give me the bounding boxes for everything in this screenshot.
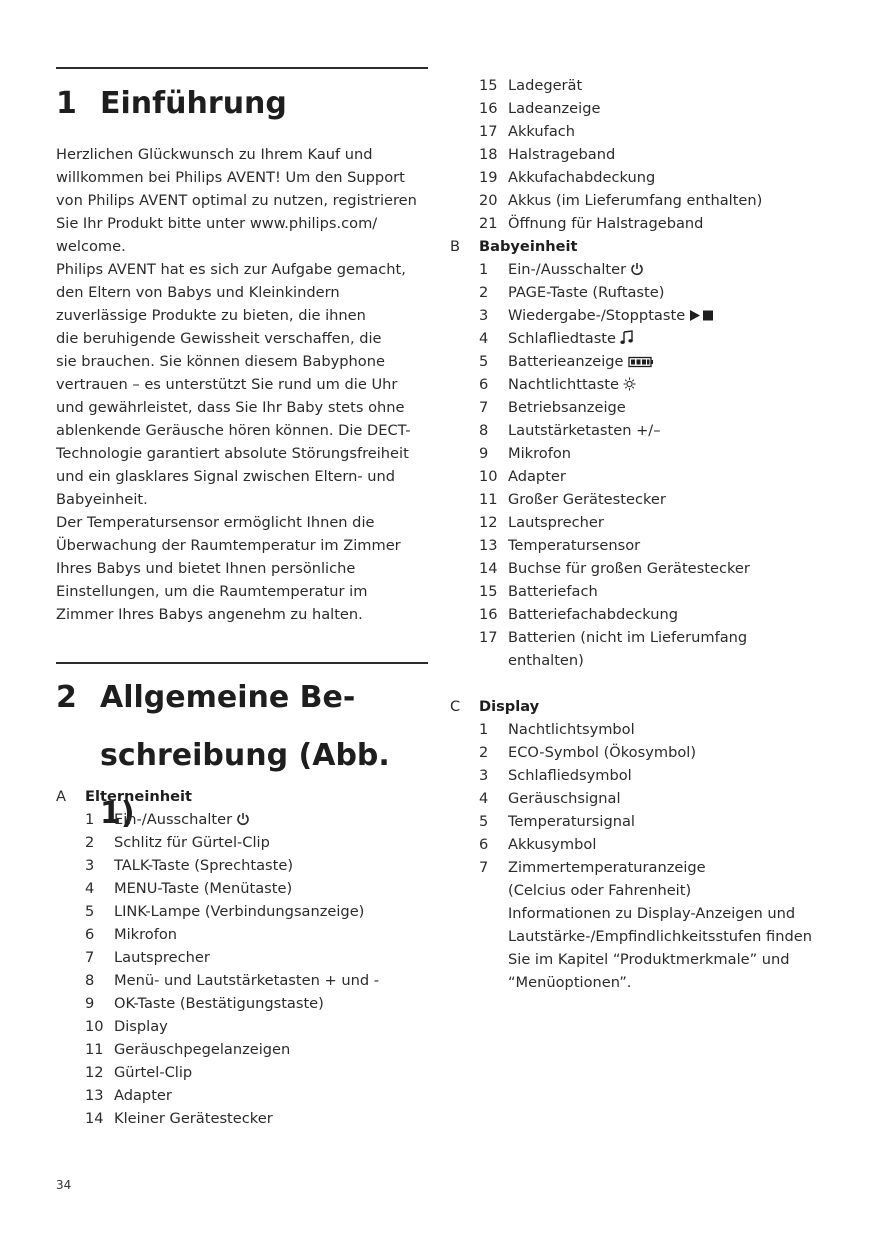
item-number: 5	[479, 813, 489, 830]
section-a-header	[56, 785, 428, 808]
item-number: 16	[479, 606, 498, 623]
item-label: Schlafliedtaste	[508, 330, 616, 347]
section-2-rule	[56, 662, 428, 664]
list-item	[450, 718, 830, 741]
item-text: Großer Gerätestecker	[508, 491, 666, 508]
item-number: 5	[479, 353, 489, 370]
list-item	[450, 258, 830, 281]
item-text: Batteriefachabdeckung	[508, 606, 679, 623]
list-item	[450, 166, 830, 189]
item-number: 7	[85, 949, 95, 966]
intro-paragraph-3: Der Temperatursensor ermöglicht Ihnen die Überwachung der Raumtemperatur im Zimmer Ihres Babys und bietet Ihnen persönliche Einstellungen, um die Raumtemperatur im Zimmer Ihres Babys angenehm zu halten.	[56, 514, 401, 623]
item-text: Öffnung für Halstrageband	[508, 215, 704, 232]
item-number: 14	[479, 560, 498, 577]
item-text: Adapter	[508, 468, 566, 485]
item-text: Kleiner Gerätestecker	[114, 1110, 273, 1127]
list-item	[450, 603, 830, 626]
section-b-title: Babyeinheit	[479, 238, 578, 255]
item-text	[508, 327, 830, 350]
item-number: 14	[85, 1110, 104, 1127]
list-item	[56, 1107, 428, 1130]
item-text: Akkufach	[508, 123, 576, 140]
section-2-title-line-1: Allgemeine Be-	[100, 680, 356, 715]
item-text: Lautsprecher	[508, 514, 604, 531]
item-text: Akkufachabdeckung	[508, 169, 656, 186]
section-spacer	[450, 672, 830, 695]
section-1-rule	[56, 67, 428, 69]
item-text: Akkus (im Lieferumfang enthalten)	[508, 192, 763, 209]
list-item	[450, 833, 830, 856]
list-item	[450, 327, 830, 350]
item-number: 13	[479, 537, 498, 554]
list-item	[56, 877, 428, 900]
list-item	[450, 97, 830, 120]
item-number: 11	[479, 491, 498, 508]
list-item	[56, 854, 428, 877]
item-text: Batteriefach	[508, 583, 598, 600]
item-number: 15	[479, 77, 498, 94]
item-text: Lautstärketasten +/–	[508, 422, 661, 439]
section-2-number: 2	[56, 680, 77, 715]
list-item	[450, 465, 830, 488]
item-text: Buchse für großen Gerätestecker	[508, 560, 750, 577]
list-item	[56, 1015, 428, 1038]
item-number: 8	[85, 972, 95, 989]
section-1-heading	[56, 75, 430, 133]
music-note-icon	[620, 330, 634, 345]
section-a-continued	[450, 74, 830, 994]
item-number: 3	[479, 767, 489, 784]
item-number: 20	[479, 192, 498, 209]
item-number: 4	[85, 880, 95, 897]
item-number: 3	[85, 857, 95, 874]
section-a-elterneinheit	[56, 785, 428, 1130]
item-text: ECO-Symbol (Ökosymbol)	[508, 744, 697, 761]
list-item	[56, 1038, 428, 1061]
item-number: 6	[85, 926, 95, 943]
item-number: 2	[479, 744, 489, 761]
list-item	[56, 831, 428, 854]
item-text: Betriebsanzeige	[508, 399, 626, 416]
list-item	[450, 626, 830, 672]
item-number: 15	[479, 583, 498, 600]
item-text: Nachtlichtsymbol	[508, 721, 635, 738]
item-text: Halstrageband	[508, 146, 616, 163]
item-text: Menü- und Lautstärketasten + und -	[114, 972, 379, 989]
intro-paragraph-1: Herzlichen Glückwunsch zu Ihrem Kauf und willkommen bei Philips AVENT! Um den Support von Philips AVENT optimal zu nutzen, registrieren Sie Ihr Produkt bitte unter www.philips.com/ welcome.	[56, 146, 417, 255]
item-number: 18	[479, 146, 498, 163]
list-item	[450, 304, 830, 327]
list-item	[450, 143, 830, 166]
list-item	[450, 419, 830, 442]
section-c-header	[450, 695, 830, 718]
section-1-body	[56, 143, 428, 626]
item-number: 2	[85, 834, 95, 851]
list-item	[450, 350, 830, 373]
item-number: 6	[479, 836, 489, 853]
list-item	[450, 764, 830, 787]
item-text: Temperatursensor	[508, 537, 641, 554]
item-text: Temperatursignal	[508, 813, 635, 830]
item-label: Batterieanzeige	[508, 353, 624, 370]
item-label: Wiedergabe-/Stopptaste	[508, 307, 686, 324]
item-number: 9	[85, 995, 95, 1012]
item-text: Ladegerät	[508, 77, 583, 94]
item-text	[508, 258, 830, 281]
list-item	[56, 1061, 428, 1084]
item-number: 19	[479, 169, 498, 186]
item-text: Mikrofon	[114, 926, 178, 943]
item-text: Zimmertemperaturanzeige (Celcius oder Fahrenheit) Informationen zu Display-Anzeigen und Lautstärke-/Empfindlichkeitsstufen finden Sie im Kapitel “Produktmerkmale” und “Menüoptionen”.	[508, 859, 812, 991]
item-text: Akkusymbol	[508, 836, 597, 853]
item-number: 13	[85, 1087, 104, 1104]
intro-paragraph-2: Philips AVENT hat es sich zur Aufgabe gemacht, den Eltern von Babys und Kleinkindern zuverlässige Produkte zu bieten, die ihnen die beruhigende Gewissheit verschaffen, die sie brauchen. Sie können diesem Babyphone vertrauen – es unterstützt Sie rund um die Uhr und gewährleistet, dass Sie Ihr Baby stets ohne ablenkende Geräusche hören können. Die DECT-Technologie garantiert absolute Störungsfreiheit und ein glasklares Signal zwischen Eltern- und Babyeinheit.	[56, 261, 411, 508]
item-number: 3	[479, 307, 489, 324]
list-item	[450, 810, 830, 833]
item-text: Lautsprecher	[114, 949, 210, 966]
item-text	[508, 304, 830, 327]
item-text: MENU-Taste (Menütaste)	[114, 880, 293, 897]
section-b-header	[450, 235, 830, 258]
item-number: 9	[479, 445, 489, 462]
item-number: 4	[479, 790, 489, 807]
item-number: 12	[85, 1064, 104, 1081]
item-text	[508, 373, 830, 396]
item-number: 8	[479, 422, 489, 439]
item-number: 5	[85, 903, 95, 920]
item-number: 16	[479, 100, 498, 117]
item-number: 6	[479, 376, 489, 393]
item-number: 1	[479, 721, 489, 738]
list-item	[56, 900, 428, 923]
item-label: Ein-/Ausschalter	[508, 261, 627, 278]
page-number: 34	[56, 1178, 72, 1192]
power-icon	[630, 262, 644, 276]
play-stop-icon	[689, 309, 715, 322]
list-item	[450, 511, 830, 534]
item-label: Nachtlichttaste	[508, 376, 619, 393]
battery-icon	[628, 356, 654, 368]
list-item	[450, 442, 830, 465]
list-item	[56, 992, 428, 1015]
section-c-title: Display	[479, 698, 540, 715]
list-item	[450, 580, 830, 603]
section-2-title-line-2: schreibung (Abb. 1)	[100, 738, 390, 831]
list-item	[450, 787, 830, 810]
night-light-icon	[623, 377, 636, 391]
item-text: Batterien (nicht im Lieferumfang enthalten)	[508, 629, 748, 669]
list-item	[450, 396, 830, 419]
item-text: TALK-Taste (Sprechtaste)	[114, 857, 294, 874]
list-item	[450, 281, 830, 304]
item-text: LINK-Lampe (Verbindungsanzeige)	[114, 903, 365, 920]
item-text: Display	[114, 1018, 168, 1035]
list-item	[56, 923, 428, 946]
item-number: 17	[479, 629, 498, 646]
list-item	[450, 373, 830, 396]
list-item	[450, 212, 830, 235]
item-text: Schlitz für Gürtel-Clip	[114, 834, 270, 851]
section-a-title: Elterneinheit	[85, 788, 192, 805]
section-b-letter: B	[450, 238, 461, 255]
power-icon	[236, 812, 250, 826]
item-number: 10	[479, 468, 498, 485]
list-item	[450, 534, 830, 557]
section-c-letter: C	[450, 698, 461, 715]
item-number: 1	[479, 261, 489, 278]
section-1-number: 1	[56, 86, 77, 121]
item-text: PAGE-Taste (Ruftaste)	[508, 284, 665, 301]
item-text: Gürtel-Clip	[114, 1064, 193, 1081]
list-item	[56, 969, 428, 992]
list-item	[56, 946, 428, 969]
item-text: Mikrofon	[508, 445, 572, 462]
item-number: 7	[479, 859, 489, 876]
list-item	[450, 120, 830, 143]
list-item	[450, 488, 830, 511]
item-number: 10	[85, 1018, 104, 1035]
item-number: 1	[85, 811, 95, 828]
item-text	[508, 350, 830, 373]
item-number: 12	[479, 514, 498, 531]
section-a-letter: A	[56, 788, 66, 805]
item-label: Ein-/Ausschalter	[114, 811, 233, 828]
item-number: 11	[85, 1041, 104, 1058]
list-item	[56, 808, 428, 831]
list-item	[450, 557, 830, 580]
item-text: Ladeanzeige	[508, 100, 601, 117]
item-text: Adapter	[114, 1087, 172, 1104]
item-text: OK-Taste (Bestätigungstaste)	[114, 995, 324, 1012]
item-number: 4	[479, 330, 489, 347]
item-text	[114, 808, 428, 831]
item-number: 17	[479, 123, 498, 140]
item-number: 2	[479, 284, 489, 301]
list-item	[450, 856, 830, 994]
item-text: Geräuschpegelanzeigen	[114, 1041, 291, 1058]
item-number: 21	[479, 215, 498, 232]
list-item	[56, 1084, 428, 1107]
list-item	[450, 741, 830, 764]
list-item	[450, 74, 830, 97]
list-item	[450, 189, 830, 212]
item-text: Geräuschsignal	[508, 790, 621, 807]
item-number: 7	[479, 399, 489, 416]
item-text: Schlafliedsymbol	[508, 767, 632, 784]
section-1-title: Einführung	[100, 86, 287, 121]
